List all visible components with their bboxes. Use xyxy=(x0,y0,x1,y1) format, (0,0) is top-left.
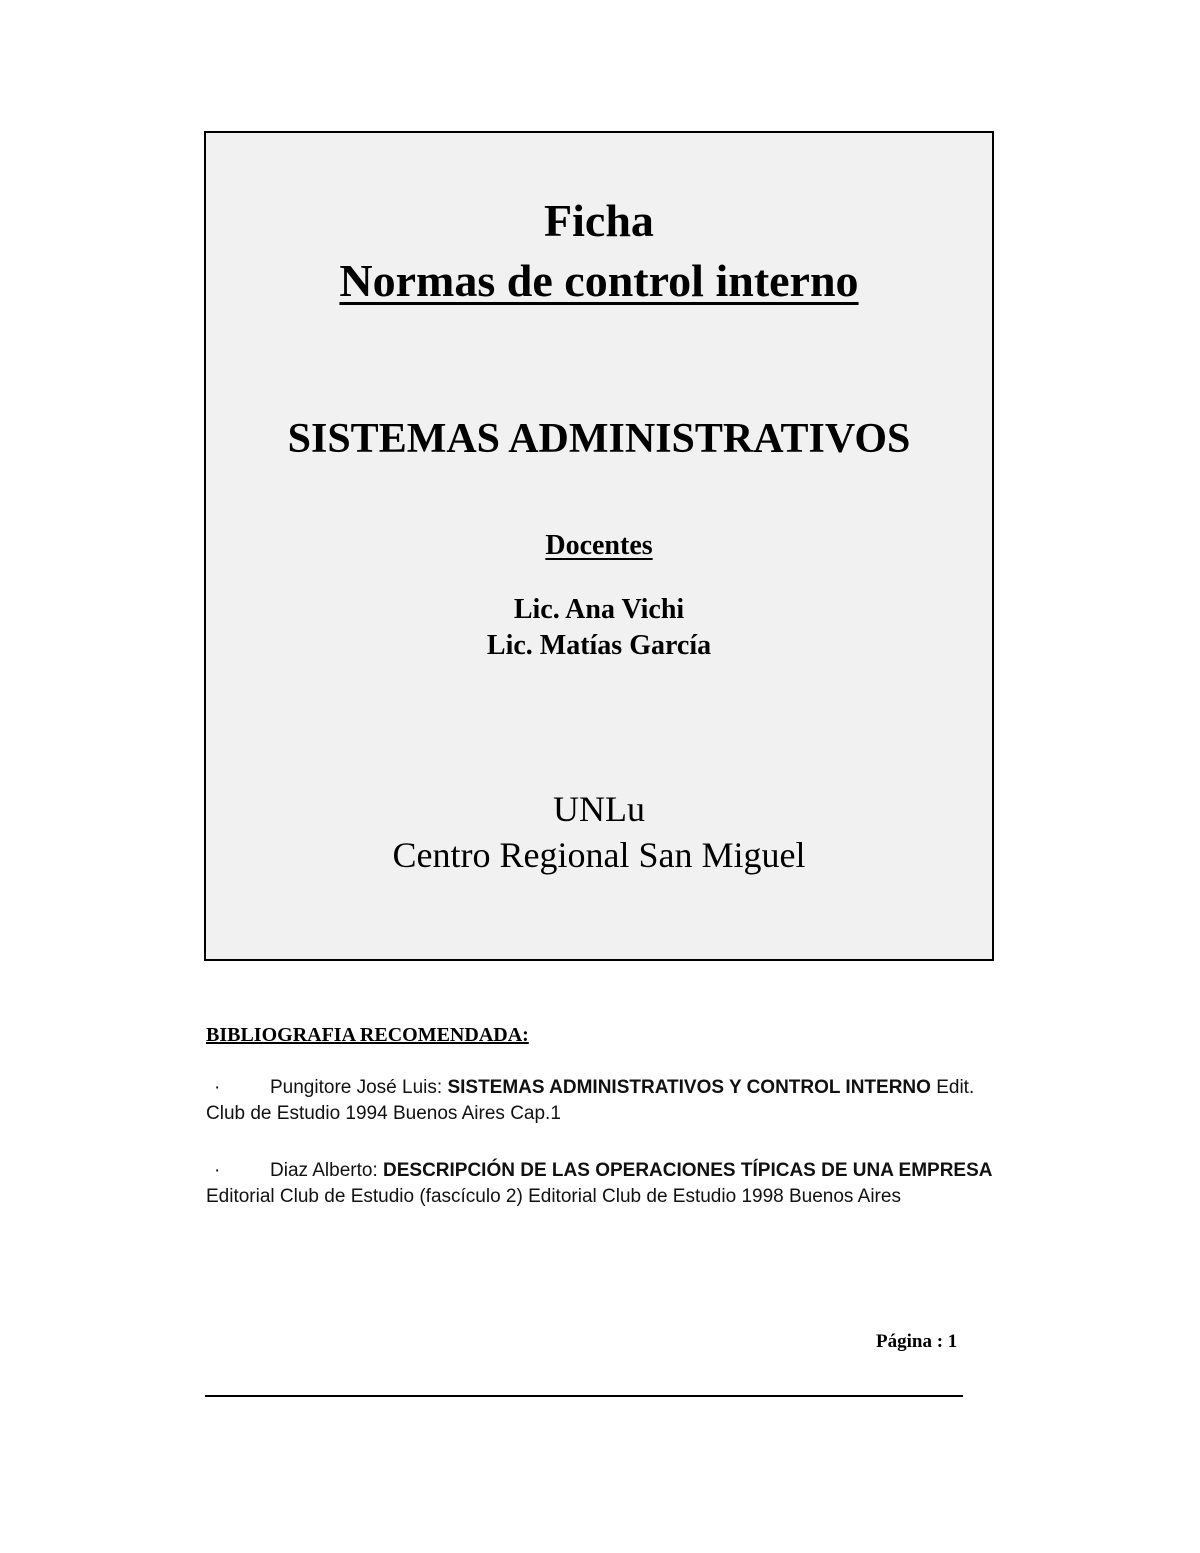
bibliography-entry xyxy=(206,1158,996,1210)
teachers-heading: Docentes xyxy=(545,530,653,561)
cover-box xyxy=(204,131,994,961)
bullet-icon: · xyxy=(214,1160,221,1181)
reference-title: SISTEMAS ADMINISTRATIVOS Y CONTROL INTERNO xyxy=(447,1077,931,1098)
bullet-icon: · xyxy=(214,1077,221,1098)
page-number: Página : 1 xyxy=(876,1331,958,1352)
subject-title: SISTEMAS ADMINISTRATIVOS xyxy=(287,416,911,462)
institution-name: UNLu xyxy=(553,789,645,829)
document-topic-title: Normas de control interno xyxy=(339,255,859,306)
bibliography-heading: BIBLIOGRAFIA RECOMENDADA: xyxy=(206,1024,529,1046)
reference-title: DESCRIPCIÓN DE LAS OPERACIONES TÍPICAS DE UNA EMPRESA xyxy=(383,1160,993,1181)
teacher-name: Lic. Ana Vichi xyxy=(513,594,685,625)
reference-author: Pungitore José Luis: xyxy=(270,1077,448,1098)
teacher-name: Lic. Matías García xyxy=(486,630,712,661)
campus-name: Centro Regional San Miguel xyxy=(392,835,806,875)
reference-details: Editorial Club de Estudio (fascículo 2) Editorial Club de Estudio 1998 Buenos Aires xyxy=(206,1186,901,1207)
reference-author: Diaz Alberto: xyxy=(270,1160,383,1181)
reference-details: Edit. Club de Estudio 1994 Buenos Aires Cap.1 xyxy=(206,1077,975,1124)
document-type-title: Ficha xyxy=(544,195,654,246)
bibliography-entry xyxy=(206,1075,996,1127)
footer-divider xyxy=(205,1395,963,1397)
